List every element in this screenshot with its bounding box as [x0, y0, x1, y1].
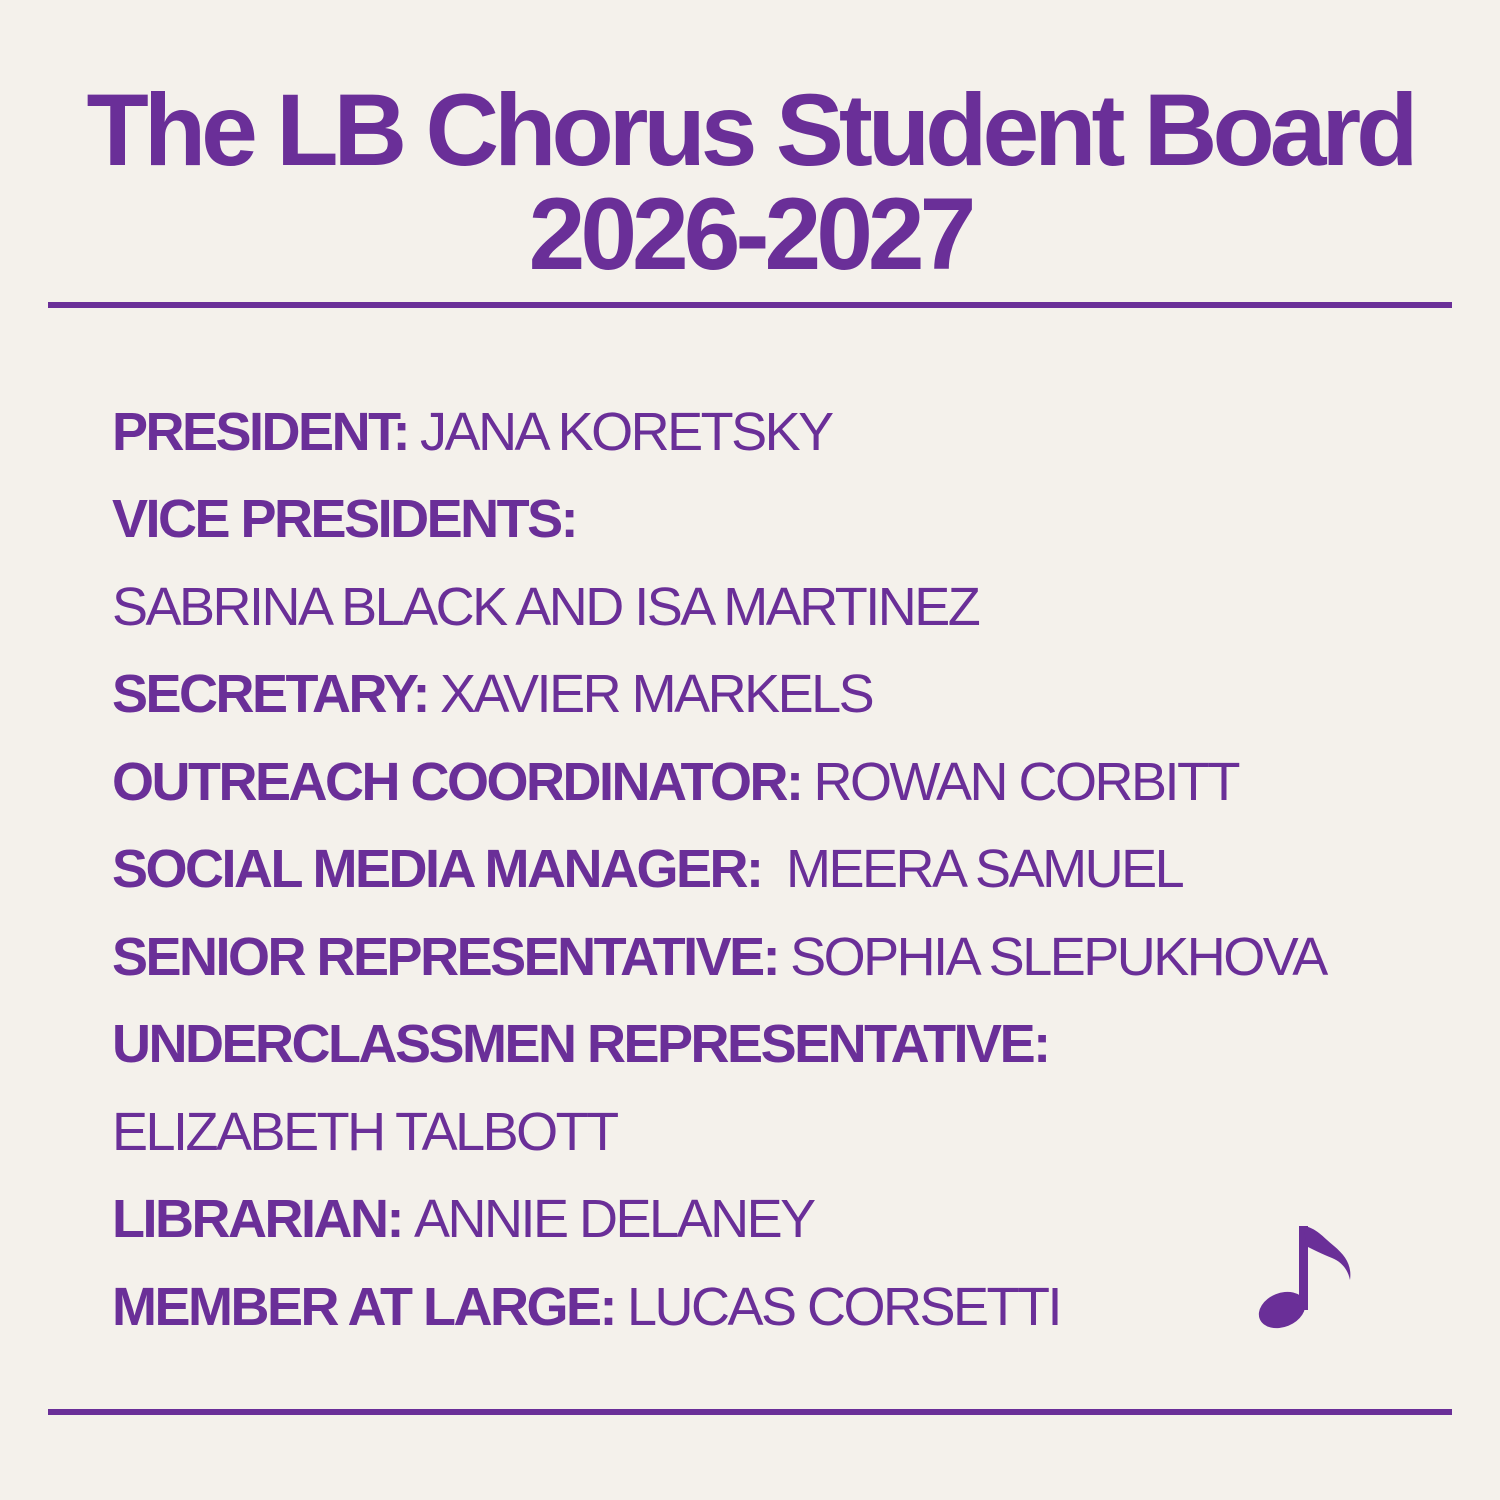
- board-row-outreach-coordinator: [112, 738, 1412, 826]
- member-name: XAVIER MARKELS: [440, 664, 873, 725]
- role-label: LIBRARIAN:: [112, 1189, 402, 1250]
- role-label: MEMBER AT LARGE:: [112, 1276, 615, 1337]
- board-row-president: [112, 388, 1412, 476]
- bottom-divider: [48, 1409, 1452, 1415]
- role-label: PRESIDENT:: [112, 401, 409, 462]
- role-label: OUTREACH COORDINATOR:: [112, 751, 802, 812]
- member-name: MEERA SAMUEL: [773, 839, 1183, 900]
- board-row-underclassmen-representative-name: [112, 1088, 1412, 1176]
- role-label: SECRETARY:: [112, 664, 429, 725]
- role-label: SENIOR REPRESENTATIVE:: [112, 926, 779, 987]
- member-name: JANA KORETSKY: [420, 401, 832, 462]
- board-row-vice-presidents-names: [112, 563, 1412, 651]
- board-list: [112, 388, 1412, 1351]
- board-row-librarian: [112, 1176, 1412, 1264]
- role-label: SOCIAL MEDIA MANAGER:: [112, 839, 762, 900]
- member-name: SOPHIA SLEPUKHOVA: [790, 926, 1326, 987]
- title-line-1: The LB Chorus Student Board: [86, 73, 1414, 187]
- member-name: ELIZABETH TALBOTT: [112, 1101, 617, 1162]
- board-row-member-at-large: [112, 1263, 1412, 1351]
- member-name: ANNIE DELANEY: [413, 1189, 814, 1250]
- board-row-secretary: [112, 651, 1412, 739]
- board-row-vice-presidents: [112, 476, 1412, 564]
- member-name: ROWAN CORBITT: [813, 751, 1238, 812]
- role-label: VICE PRESIDENTS:: [112, 489, 577, 550]
- board-row-social-media-manager: [112, 826, 1412, 914]
- board-row-senior-representative: [112, 913, 1412, 1001]
- page-title: [0, 73, 1500, 291]
- member-name: LUCAS CORSETTI: [626, 1276, 1061, 1337]
- member-name: SABRINA BLACK AND ISA MARTINEZ: [112, 576, 979, 637]
- music-note-icon: [1256, 1220, 1356, 1332]
- title-line-2: 2026-2027: [528, 177, 972, 291]
- role-label: UNDERCLASSMEN REPRESENTATIVE:: [112, 1014, 1049, 1075]
- board-row-underclassmen-representative: [112, 1001, 1412, 1089]
- top-divider: [48, 302, 1452, 308]
